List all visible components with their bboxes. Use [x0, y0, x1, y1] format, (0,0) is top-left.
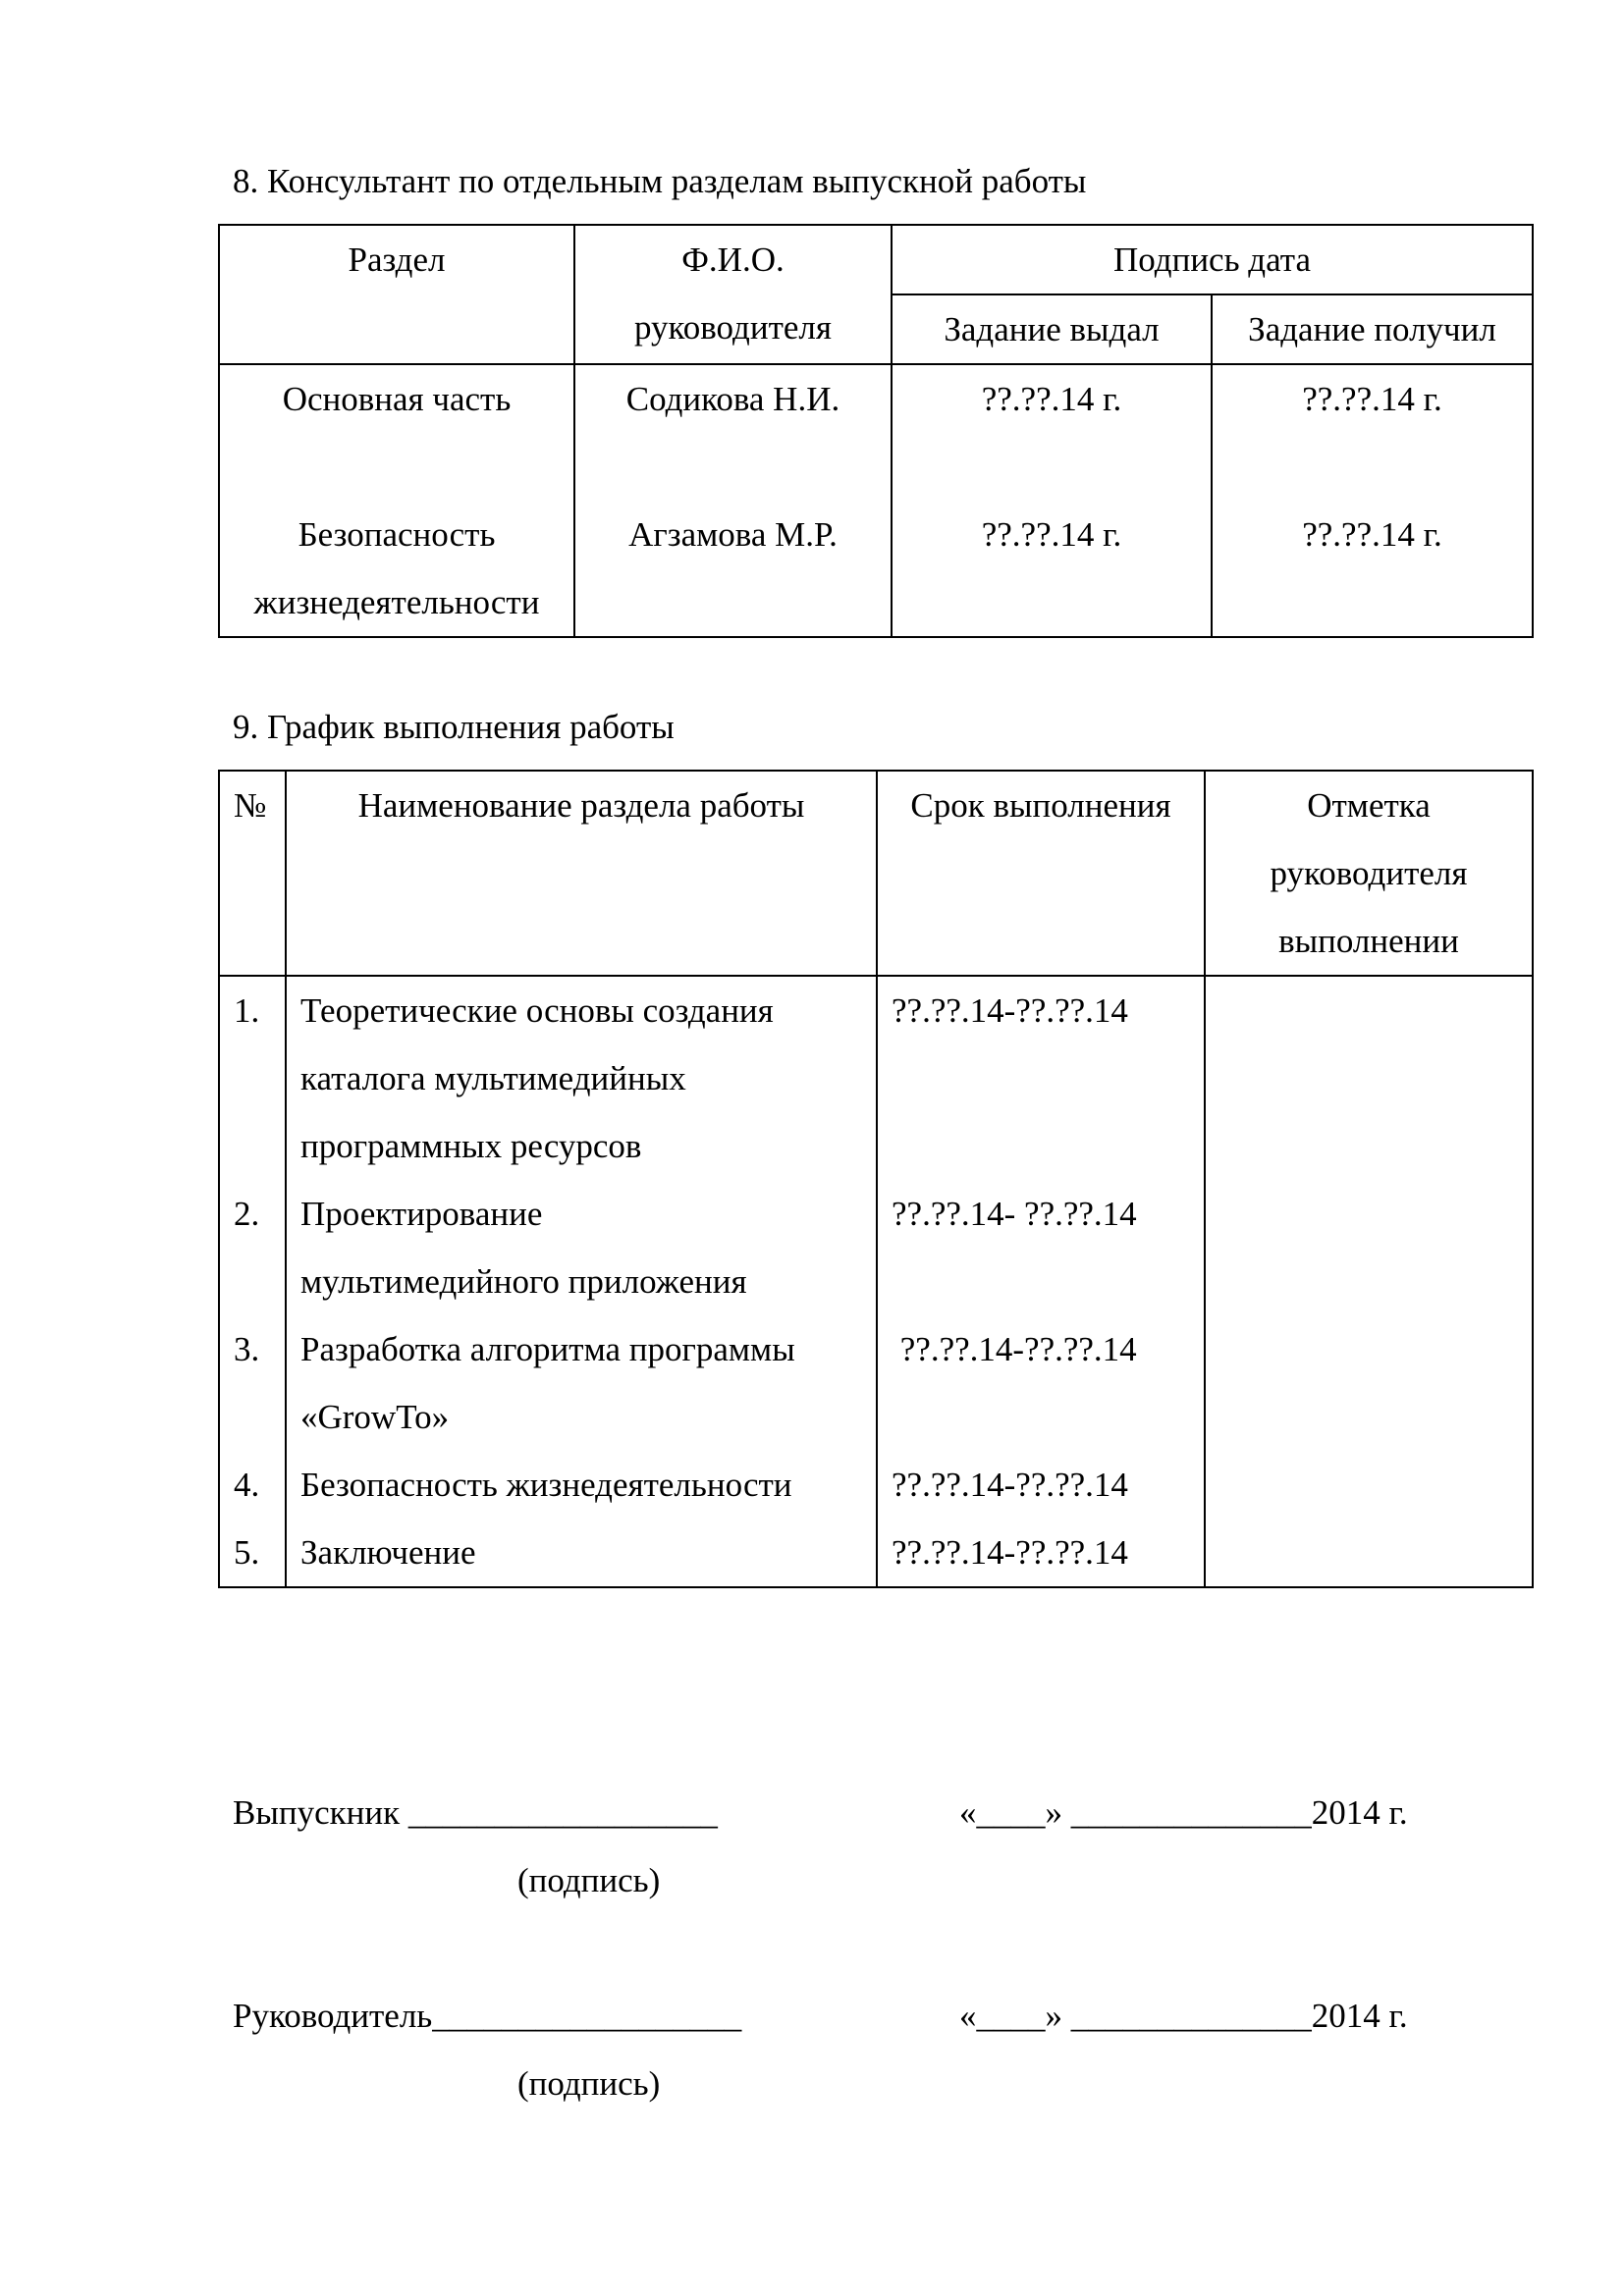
header-fio-line1: Ф.И.О.: [681, 240, 785, 279]
spacer: [1213, 433, 1532, 501]
spacer: [234, 1383, 285, 1451]
row1-deadline: ??.??.14-??.??.14: [892, 991, 1128, 1030]
spacer: [234, 1112, 285, 1180]
header-signature-date-label: Подпись дата: [1113, 240, 1311, 279]
row1-section: Основная часть: [282, 380, 512, 418]
graduate-label: Выпускник __________________: [233, 1793, 718, 1832]
spacer: [575, 433, 891, 501]
spacer: [892, 1112, 1204, 1180]
table-row: [219, 976, 1533, 1587]
header-num-label: №: [234, 786, 267, 825]
section8-heading: 8. Консультант по отдельным разделам выпускной работы: [233, 162, 1087, 200]
row5-num: 5.: [234, 1533, 260, 1572]
row3-name-line2: «GrowTo»: [300, 1398, 450, 1436]
schedule-name-cell: [286, 976, 877, 1587]
row1-received: ??.??.14 г.: [1302, 380, 1442, 418]
header-deadline: [877, 771, 1205, 976]
row2-name-line2: мультимедийного приложения: [300, 1262, 747, 1301]
header-signature-date: [892, 225, 1533, 294]
header-mark-line3: выполнении: [1278, 922, 1459, 960]
header-name-label: Наименование раздела работы: [357, 786, 805, 825]
row4-num: 4.: [234, 1466, 260, 1504]
spacer: [892, 1044, 1204, 1112]
consultant-sections-cell: [219, 364, 574, 637]
row3-deadline: ??.??.14-??.??.14: [892, 1330, 1137, 1368]
schedule-num-cell: [219, 976, 286, 1587]
row2-section-line1: Безопасность: [298, 515, 496, 554]
row4-name: Безопасность жизнедеятельности: [300, 1466, 792, 1504]
header-issued: [892, 294, 1212, 364]
table-row: [219, 364, 1533, 637]
consultant-received-cell: [1212, 364, 1533, 637]
row2-name: Агзамова М.Р.: [628, 515, 838, 554]
spacer: [234, 1044, 285, 1112]
header-section-label: Раздел: [348, 240, 446, 279]
row1-name-line3: программных ресурсов: [300, 1127, 642, 1165]
row1-name-line2: каталога мультимедийных: [300, 1059, 686, 1097]
row1-name: Содикова Н.И.: [625, 380, 840, 418]
supervisor-label: Руководитель__________________: [233, 1997, 742, 2035]
row2-name-line1: Проектирование: [300, 1195, 543, 1233]
spacer: [893, 433, 1211, 501]
header-received-label: Задание получил: [1248, 310, 1496, 348]
schedule-table: [218, 770, 1534, 1588]
supervisor-date: «____» ______________2014 г.: [959, 1997, 1408, 2035]
supervisor-caption: (подпись): [517, 2064, 661, 2103]
row4-deadline: ??.??.14-??.??.14: [892, 1466, 1128, 1504]
row1-issued: ??.??.14 г.: [981, 380, 1122, 418]
row2-section-line2: жизнедеятельности: [253, 583, 540, 621]
consultant-names-cell: [574, 364, 892, 637]
header-mark: [1205, 771, 1533, 976]
header-name: [286, 771, 877, 976]
supervisor-signature: [233, 1982, 1539, 2103]
row1-name-line1: Теоретические основы создания: [300, 991, 774, 1030]
spacer: [892, 1383, 1204, 1451]
row5-deadline: ??.??.14-??.??.14: [892, 1533, 1128, 1572]
header-received: [1212, 294, 1533, 364]
graduate-date: «____» ______________2014 г.: [959, 1793, 1408, 1832]
header-section: [219, 225, 574, 364]
header-num: [219, 771, 286, 976]
row5-name: Заключение: [300, 1533, 476, 1572]
row3-name-line1: Разработка алгоритма программы: [300, 1330, 795, 1368]
schedule-mark-cell: [1205, 976, 1533, 1587]
header-fio: [574, 225, 892, 364]
row3-num: 3.: [234, 1330, 260, 1368]
graduate-signature: [233, 1779, 1539, 1899]
row2-num: 2.: [234, 1195, 260, 1233]
spacer: [234, 1248, 285, 1315]
graduate-caption: (подпись): [517, 1861, 661, 1899]
header-fio-line2: руководителя: [634, 308, 832, 347]
row2-issued: ??.??.14 г.: [981, 515, 1122, 554]
row2-deadline: ??.??.14- ??.??.14: [892, 1195, 1137, 1233]
header-issued-label: Задание выдал: [944, 310, 1160, 348]
section9-heading: 9. График выполнения работы: [233, 708, 675, 746]
consultant-issued-cell: [892, 364, 1212, 637]
spacer: [220, 433, 573, 501]
consultants-table: [218, 224, 1534, 638]
schedule-deadline-cell: [877, 976, 1205, 1587]
row2-received: ??.??.14 г.: [1302, 515, 1442, 554]
header-mark-line2: руководителя: [1270, 854, 1468, 892]
spacer: [892, 1248, 1204, 1315]
row1-num: 1.: [234, 991, 260, 1030]
header-deadline-label: Срок выполнения: [910, 786, 1171, 825]
header-mark-line1: Отметка: [1307, 786, 1431, 825]
